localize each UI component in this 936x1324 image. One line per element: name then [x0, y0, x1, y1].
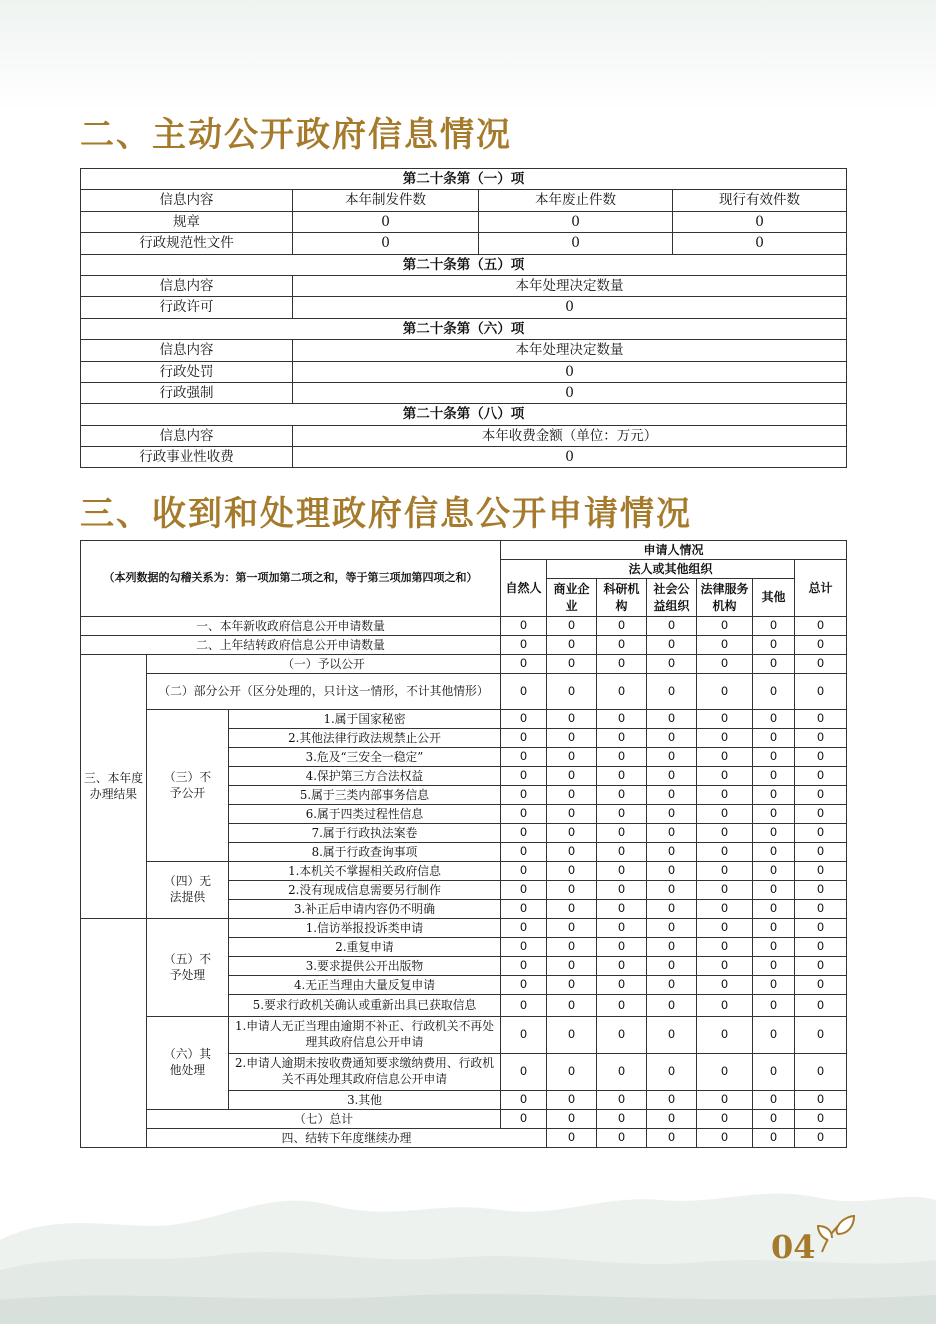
value-cell: 0	[697, 957, 753, 976]
value-cell: 0	[501, 862, 547, 881]
value-cell: 0	[501, 1054, 547, 1091]
value-cell: 0	[597, 767, 647, 786]
value-cell: 0	[547, 767, 597, 786]
value-cell: 0	[547, 729, 597, 748]
table-row	[81, 1129, 847, 1148]
value-cell: 0	[501, 655, 547, 674]
value-cell: 0	[697, 919, 753, 938]
value-cell: 0	[753, 976, 795, 995]
value-cell: 0	[673, 211, 847, 232]
value-cell: 0	[647, 919, 697, 938]
value-cell: 0	[753, 786, 795, 805]
value-cell: 0	[647, 900, 697, 919]
value-cell: 0	[597, 862, 647, 881]
value-cell: 0	[547, 1017, 597, 1054]
value-cell: 0	[753, 1054, 795, 1091]
value-cell: 0	[547, 919, 597, 938]
group-label-withheld: （三）不予公开	[147, 710, 229, 862]
disclosure-requests-table	[80, 540, 846, 1148]
row-label: 2.没有现成信息需要另行制作	[229, 881, 501, 900]
value-cell: 0	[501, 995, 547, 1017]
value-cell: 0	[647, 1110, 697, 1129]
value-cell: 0	[597, 995, 647, 1017]
table-row	[81, 674, 847, 710]
value-cell: 0	[795, 729, 847, 748]
leaf-icon	[812, 1212, 858, 1258]
row-label: 5.要求行政机关确认或重新出具已获取信息	[229, 995, 501, 1017]
value-cell: 0	[753, 748, 795, 767]
value-cell: 0	[597, 748, 647, 767]
value-cell: 0	[753, 900, 795, 919]
table-row	[81, 636, 847, 655]
top-wash-background	[0, 0, 936, 110]
value-cell: 0	[597, 1110, 647, 1129]
page-number: 04	[771, 1228, 816, 1266]
value-cell: 0	[697, 748, 753, 767]
value-cell: 0	[795, 900, 847, 919]
value-cell: 0	[597, 976, 647, 995]
header-cell: 本年制发件数	[293, 190, 479, 211]
value-cell: 0	[697, 767, 753, 786]
group-label-other-handling: （六）其他处理	[147, 1017, 229, 1110]
group-label-not-processed: （五）不予处理	[147, 919, 229, 1017]
value-cell: 0	[547, 674, 597, 710]
value-cell: 0	[547, 1129, 597, 1148]
value-cell: 0	[547, 976, 597, 995]
legal-org-header: 法人或其他组织	[547, 560, 795, 579]
row-label: 2.重复申请	[229, 938, 501, 957]
value-cell: 0	[795, 881, 847, 900]
row-label: 行政规范性文件	[81, 233, 293, 254]
value-cell: 0	[753, 938, 795, 957]
value-cell: 0	[501, 767, 547, 786]
row-label: 规章	[81, 211, 293, 232]
value-cell: 0	[501, 900, 547, 919]
value-cell: 0	[293, 297, 847, 318]
value-cell: 0	[547, 900, 597, 919]
value-cell: 0	[597, 824, 647, 843]
value-cell: 0	[647, 1054, 697, 1091]
value-cell: 0	[795, 1129, 847, 1148]
value-cell: 0	[597, 636, 647, 655]
value-cell: 0	[753, 1091, 795, 1110]
value-cell: 0	[647, 1017, 697, 1054]
col-header-other: 其他	[753, 579, 795, 617]
value-cell: 0	[597, 674, 647, 710]
value-cell: 0	[647, 938, 697, 957]
value-cell: 0	[597, 957, 647, 976]
value-cell: 0	[753, 674, 795, 710]
row-label: 行政处罚	[81, 361, 293, 382]
value-cell: 0	[293, 211, 479, 232]
value-cell: 0	[547, 881, 597, 900]
row-label: 8.属于行政查询事项	[229, 843, 501, 862]
value-cell: 0	[501, 957, 547, 976]
row-label: 1.本机关不掌握相关政府信息	[229, 862, 501, 881]
value-cell: 0	[647, 767, 697, 786]
value-cell: 0	[647, 805, 697, 824]
value-cell: 0	[597, 710, 647, 729]
value-cell: 0	[647, 655, 697, 674]
value-cell: 0	[795, 1110, 847, 1129]
value-cell: 0	[293, 233, 479, 254]
value-cell: 0	[795, 767, 847, 786]
value-cell: 0	[597, 1091, 647, 1110]
value-cell: 0	[547, 938, 597, 957]
value-cell: 0	[697, 938, 753, 957]
value-cell: 0	[597, 617, 647, 636]
value-cell: 0	[547, 786, 597, 805]
value-cell: 0	[753, 729, 795, 748]
row-label: 6.属于四类过程性信息	[229, 805, 501, 824]
value-cell: 0	[795, 636, 847, 655]
value-cell: 0	[795, 843, 847, 862]
value-cell: 0	[697, 824, 753, 843]
value-cell: 0	[795, 938, 847, 957]
row-label: 四、结转下年度继续办理	[147, 1129, 547, 1148]
value-cell: 0	[697, 1017, 753, 1054]
value-cell: 0	[647, 617, 697, 636]
value-cell: 0	[795, 617, 847, 636]
row-label: 1.属于国家秘密	[229, 710, 501, 729]
row-label: 行政许可	[81, 297, 293, 318]
value-cell: 0	[647, 843, 697, 862]
value-cell: 0	[753, 655, 795, 674]
value-cell: 0	[795, 710, 847, 729]
value-cell: 0	[697, 674, 753, 710]
value-cell: 0	[501, 710, 547, 729]
value-cell: 0	[501, 1091, 547, 1110]
row-label: 2.其他法律行政法规禁止公开	[229, 729, 501, 748]
table-row	[81, 710, 847, 729]
table-row	[81, 919, 847, 938]
value-cell: 0	[547, 995, 597, 1017]
value-cell: 0	[547, 636, 597, 655]
row-label: 行政强制	[81, 382, 293, 403]
value-cell: 0	[697, 995, 753, 1017]
row-label: （一）予以公开	[147, 655, 501, 674]
value-cell: 0	[647, 862, 697, 881]
value-cell: 0	[479, 211, 673, 232]
value-cell: 0	[697, 862, 753, 881]
value-cell: 0	[501, 674, 547, 710]
value-cell: 0	[501, 824, 547, 843]
value-cell: 0	[647, 957, 697, 976]
table-row	[81, 862, 847, 881]
applicant-header: 申请人情况	[501, 541, 847, 560]
value-cell: 0	[697, 786, 753, 805]
header-cell: 本年处理决定数量	[293, 275, 847, 296]
value-cell: 0	[697, 1129, 753, 1148]
value-cell: 0	[597, 1017, 647, 1054]
value-cell: 0	[501, 786, 547, 805]
table-row	[81, 1017, 847, 1054]
value-cell: 0	[501, 1110, 547, 1129]
value-cell: 0	[293, 361, 847, 382]
value-cell: 0	[479, 233, 673, 254]
col-header-business: 商业企业	[547, 579, 597, 617]
value-cell: 0	[753, 881, 795, 900]
value-cell: 0	[753, 919, 795, 938]
value-cell: 0	[795, 786, 847, 805]
value-cell: 0	[597, 843, 647, 862]
value-cell: 0	[597, 881, 647, 900]
group-label-results: 三、本年度办理结果	[81, 655, 147, 919]
value-cell: 0	[647, 748, 697, 767]
header-cell: 信息内容	[81, 275, 293, 296]
value-cell: 0	[501, 843, 547, 862]
value-cell: 0	[547, 748, 597, 767]
value-cell: 0	[753, 710, 795, 729]
col-header-research: 科研机构	[597, 579, 647, 617]
value-cell: 0	[293, 447, 847, 468]
value-cell: 0	[697, 710, 753, 729]
value-cell: 0	[597, 938, 647, 957]
value-cell: 0	[697, 843, 753, 862]
row-label: 3.补正后申请内容仍不明确	[229, 900, 501, 919]
group-label-unavailable: （四）无法提供	[147, 862, 229, 919]
value-cell: 0	[753, 636, 795, 655]
row-label: 4.无正当理由大量反复申请	[229, 976, 501, 995]
block5-heading: 第二十条第（五）项	[81, 254, 847, 275]
value-cell: 0	[647, 824, 697, 843]
value-cell: 0	[795, 1091, 847, 1110]
value-cell: 0	[647, 674, 697, 710]
value-cell: 0	[795, 655, 847, 674]
value-cell: 0	[795, 805, 847, 824]
value-cell: 0	[597, 1129, 647, 1148]
value-cell: 0	[547, 843, 597, 862]
value-cell: 0	[697, 1110, 753, 1129]
value-cell: 0	[597, 1054, 647, 1091]
row-label: 行政事业性收费	[81, 447, 293, 468]
header-cell: 本年废止件数	[479, 190, 673, 211]
value-cell: 0	[597, 786, 647, 805]
row-label: 5.属于三类内部事务信息	[229, 786, 501, 805]
value-cell: 0	[795, 1017, 847, 1054]
proactive-disclosure-table	[80, 168, 846, 468]
value-cell: 0	[647, 995, 697, 1017]
row-label: （二）部分公开（区分处理的，只计这一情形，不计其他情形）	[147, 674, 501, 710]
value-cell: 0	[501, 748, 547, 767]
block8-heading: 第二十条第（八）项	[81, 404, 847, 425]
row-label: 2.申请人逾期未按收费通知要求缴纳费用、行政机关不再处理其政府信息公开申请	[229, 1054, 501, 1091]
header-cell: 本年处理决定数量	[293, 340, 847, 361]
value-cell: 0	[547, 957, 597, 976]
value-cell: 0	[597, 729, 647, 748]
value-cell: 0	[597, 900, 647, 919]
value-cell: 0	[647, 881, 697, 900]
value-cell: 0	[795, 995, 847, 1017]
value-cell: 0	[697, 976, 753, 995]
value-cell: 0	[647, 710, 697, 729]
col-header-public-welfare: 社会公益组织	[647, 579, 697, 617]
value-cell: 0	[647, 636, 697, 655]
value-cell: 0	[795, 976, 847, 995]
value-cell: 0	[697, 636, 753, 655]
value-cell: 0	[501, 881, 547, 900]
natural-person-header: 自然人	[501, 560, 547, 617]
value-cell: 0	[597, 919, 647, 938]
value-cell: 0	[753, 617, 795, 636]
row-label: 1.申请人无正当理由逾期不补正、行政机关不再处理其政府信息公开申请	[229, 1017, 501, 1054]
block6-heading: 第二十条第（六）项	[81, 318, 847, 339]
value-cell: 0	[547, 617, 597, 636]
table-row	[81, 1110, 847, 1129]
row-label: 3.其他	[229, 1091, 501, 1110]
value-cell: 0	[547, 1091, 597, 1110]
value-cell: 0	[697, 617, 753, 636]
header-cell: 信息内容	[81, 190, 293, 211]
value-cell: 0	[753, 1110, 795, 1129]
header-cell: 信息内容	[81, 425, 293, 446]
value-cell: 0	[753, 767, 795, 786]
row-label: 二、上年结转政府信息公开申请数量	[81, 636, 501, 655]
value-cell: 0	[597, 655, 647, 674]
value-cell: 0	[753, 957, 795, 976]
value-cell: 0	[753, 805, 795, 824]
value-cell: 0	[597, 805, 647, 824]
value-cell: 0	[795, 957, 847, 976]
value-cell: 0	[501, 1017, 547, 1054]
value-cell: 0	[795, 862, 847, 881]
value-cell: 0	[795, 748, 847, 767]
value-cell: 0	[647, 729, 697, 748]
value-cell: 0	[647, 1091, 697, 1110]
row-label: 3.危及“三安全一稳定”	[229, 748, 501, 767]
col-header-legal-service: 法律服务机构	[697, 579, 753, 617]
reconciliation-note: （本列数据的勾稽关系为：第一项加第二项之和，等于第三项加第四项之和）	[81, 541, 501, 617]
row-label: （七）总计	[147, 1110, 501, 1129]
value-cell: 0	[647, 976, 697, 995]
value-cell: 0	[753, 1129, 795, 1148]
value-cell: 0	[673, 233, 847, 254]
value-cell: 0	[753, 995, 795, 1017]
table-row	[81, 655, 847, 674]
value-cell: 0	[547, 824, 597, 843]
value-cell: 0	[547, 710, 597, 729]
row-label: 一、本年新收政府信息公开申请数量	[81, 617, 501, 636]
value-cell: 0	[501, 976, 547, 995]
row-label: 1.信访举报投诉类申请	[229, 919, 501, 938]
value-cell: 0	[547, 655, 597, 674]
value-cell: 0	[795, 674, 847, 710]
value-cell: 0	[501, 805, 547, 824]
value-cell: 0	[753, 843, 795, 862]
row-label: 7.属于行政执法案卷	[229, 824, 501, 843]
value-cell: 0	[753, 1017, 795, 1054]
table-row	[81, 617, 847, 636]
value-cell: 0	[697, 655, 753, 674]
total-header: 总计	[795, 560, 847, 617]
value-cell: 0	[647, 786, 697, 805]
value-cell: 0	[697, 1054, 753, 1091]
value-cell: 0	[547, 805, 597, 824]
value-cell: 0	[697, 1091, 753, 1110]
value-cell: 0	[753, 824, 795, 843]
row-label: 4.保护第三方合法权益	[229, 767, 501, 786]
value-cell: 0	[647, 1129, 697, 1148]
value-cell: 0	[501, 729, 547, 748]
block1-heading: 第二十条第（一）项	[81, 169, 847, 190]
value-cell: 0	[697, 900, 753, 919]
value-cell: 0	[697, 805, 753, 824]
value-cell: 0	[795, 1054, 847, 1091]
value-cell: 0	[547, 1110, 597, 1129]
value-cell: 0	[501, 938, 547, 957]
value-cell: 0	[501, 617, 547, 636]
header-cell: 信息内容	[81, 340, 293, 361]
value-cell: 0	[697, 881, 753, 900]
value-cell: 0	[753, 862, 795, 881]
value-cell: 0	[501, 919, 547, 938]
header-cell: 本年收费金额（单位：万元）	[293, 425, 847, 446]
value-cell: 0	[547, 1054, 597, 1091]
section-title-proactive: 二、主动公开政府信息情况	[80, 115, 512, 155]
value-cell: 0	[501, 636, 547, 655]
value-cell: 0	[547, 862, 597, 881]
value-cell: 0	[293, 382, 847, 403]
section-title-requests: 三、收到和处理政府信息公开申请情况	[80, 494, 692, 534]
row-label: 3.要求提供公开出版物	[229, 957, 501, 976]
value-cell: 0	[697, 729, 753, 748]
value-cell: 0	[795, 824, 847, 843]
group-label-continued	[81, 919, 147, 1148]
value-cell: 0	[795, 919, 847, 938]
header-cell: 现行有效件数	[673, 190, 847, 211]
